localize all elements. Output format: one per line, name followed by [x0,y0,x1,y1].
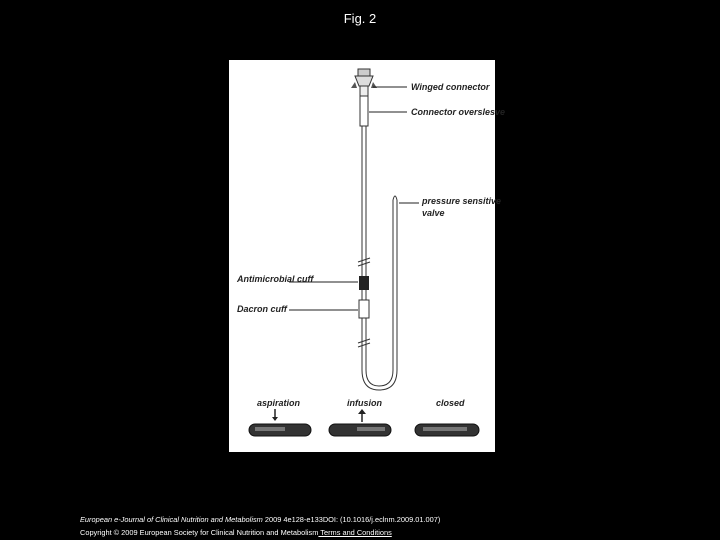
label-antimicrobial-cuff: Antimicrobial cuff [237,274,314,284]
dacron-cuff-shape [359,300,369,318]
label-winged-connector: Winged connector [411,82,490,92]
copyright-text: Copyright © 2009 European Society for Clinical Nutrition and Metabolism [80,528,319,537]
label-pressure-valve-1: pressure sensitive [422,196,502,206]
winged-connector-shape [351,69,377,96]
antimicrobial-cuff-shape [359,276,369,290]
copyright-line [80,528,392,537]
figure-title: Fig. 2 [343,11,377,26]
catheter-illustration [229,60,506,452]
valve-state-infusion [329,398,391,436]
citation-details: 2009 4e128-e133DOI: (10.1016/j.eclnm.2009.01.007) [262,515,441,524]
valve-state-aspiration [249,398,311,436]
label-infusion: infusion [347,398,382,408]
label-pressure-valve-2: valve [422,208,445,218]
label-closed: closed [436,398,465,408]
catheter-tube [358,126,397,390]
valve-state-closed [415,398,479,436]
terms-and-conditions-link[interactable]: Terms and Conditions [318,528,392,537]
catheter-diagram [229,60,506,452]
journal-name: European e-Journal of Clinical Nutrition and Metabolism [80,515,263,524]
connector-overseleve-shape [360,96,368,126]
label-connector-overseleve: Connector overslesve [411,107,506,117]
label-dacron-cuff: Dacron cuff [237,304,287,314]
label-aspiration: aspiration [257,398,301,408]
citation-line [80,515,440,524]
